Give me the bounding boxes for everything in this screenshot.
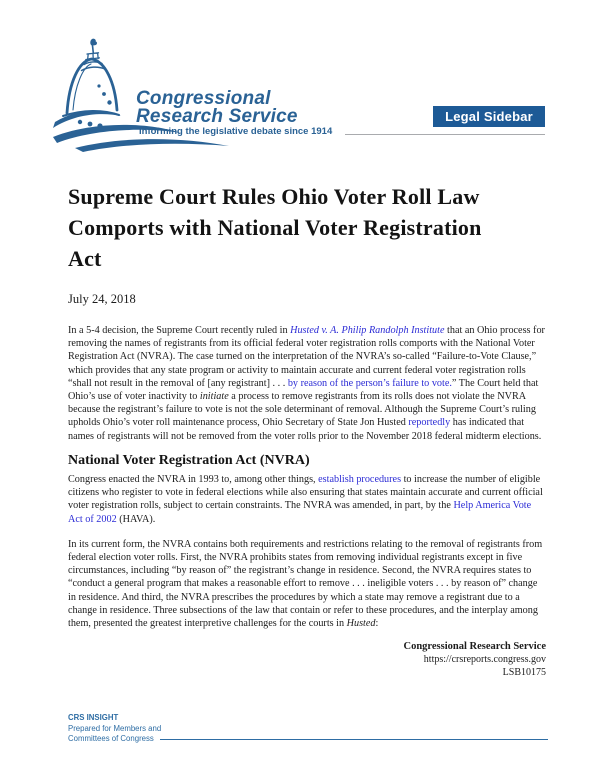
text-run: Congress enacted the NVRA in 1993 to, among other things, — [68, 474, 319, 486]
text-run: ” The Court held that Ohio’s use of voter inactivity to — [68, 377, 539, 403]
title-line: Act — [68, 246, 102, 271]
document-header — [0, 0, 600, 160]
text-run: In its current form, the NVRA contains both requirements and restrictions relating to the removal of registrants from federal election voter rolls. First, the NVRA prohibits states from removing individual registrants except in five circumstances, including “by reason of” the registrant’s change in residence. Second, the NVRA requires states to “conduct a general program that makes a reasonable effort to remove . . . ineligible voters . . . by reason of” change in residence. And third, the NVRA prescribes the procedures by which a state may remove a registrant due to a change in residence. Three subsections of the law that contain or refer to these procedures, and the interplay among them, presented the greatest interpretive challenges for the courts in — [68, 538, 543, 630]
text-run: has indicated that names of registrants will not be removed from the voter rolls prior to the November 2018 federal midterm elections. — [68, 417, 542, 442]
text-run: initiate — [199, 391, 229, 403]
hyperlink[interactable]: reportedly — [408, 417, 451, 429]
text-run: In a 5-4 decision, the Supreme Court recently ruled in — [68, 325, 291, 336]
footer-url-link[interactable]: https://crsreports.congress.gov — [423, 654, 546, 666]
title-line: Comports with National Voter Registration — [68, 215, 482, 240]
crs-logo-text — [136, 90, 298, 126]
title-line: Supreme Court Rules Ohio Voter Roll Law — [68, 184, 480, 209]
page-footer-right — [68, 640, 546, 679]
footer-org-name: Congressional Research Service — [403, 641, 546, 653]
section-heading: National Voter Registration Act (NVRA) — [68, 453, 310, 469]
prepared-for-line: Committees of Congress — [68, 734, 154, 743]
prepared-for-line: Prepared for Members and — [68, 723, 162, 733]
text-run: a process to remove registrants from its rolls does not violate the NVRA because the registrant’s failure to vote is not the sole determinant of removal. Although the Supreme Court’s ruling upholds Ohio’s voter roll maintenance process, Ohio Secretary of State Jon Husted — [68, 391, 536, 429]
intro-paragraph — [68, 324, 546, 443]
hyperlink[interactable]: Help America Vote Act of 2002 — [68, 500, 532, 525]
text-run: to increase the number of eligible citizens who register to vote in federal elections while also ensuring that states maintain accurate and current official voter registration rolls, subject to certain constraints. The NVRA was amended, in part, by the — [68, 474, 543, 512]
body-paragraph — [68, 473, 546, 526]
header-divider-line — [345, 134, 545, 135]
crs-tagline: Informing the legislative debate since 1914 — [139, 126, 333, 137]
text-run: that an Ohio process for removing the names of registrants from its official federal voter registration rolls comports with the National Voter Registration Act (NVRA). The case turned on the interpretation of the NVRA’s so-called “Failure-to-Vote Clause,” which provides that any state program or activity to maintain accurate and current federal voter registration rolls “shall not result in the removal of [any registrant] . . . — [68, 325, 545, 389]
body-paragraph — [68, 538, 546, 630]
hyperlink[interactable]: by reason of the person’s failure to vote. — [287, 377, 452, 389]
text-run: Husted — [346, 618, 376, 630]
document-id: LSB10175 — [502, 667, 546, 679]
page-title — [68, 181, 546, 274]
org-name-line2: Research Service — [136, 106, 298, 127]
publication-date: July 24, 2018 — [68, 292, 136, 306]
org-name-line1: Congressional — [136, 88, 271, 109]
footer-divider-line — [160, 739, 548, 740]
legal-sidebar-badge: Legal Sidebar — [433, 106, 545, 127]
text-run: : — [375, 618, 379, 630]
hyperlink[interactable]: Husted v. A. Philip Randolph Institute — [290, 325, 445, 336]
hyperlink[interactable]: establish procedures — [318, 474, 402, 486]
page-footer-left — [68, 713, 548, 745]
text-run: (HAVA). — [116, 513, 156, 525]
main-content — [68, 181, 546, 679]
crs-insight-label: CRS INSIGHT — [68, 713, 119, 722]
